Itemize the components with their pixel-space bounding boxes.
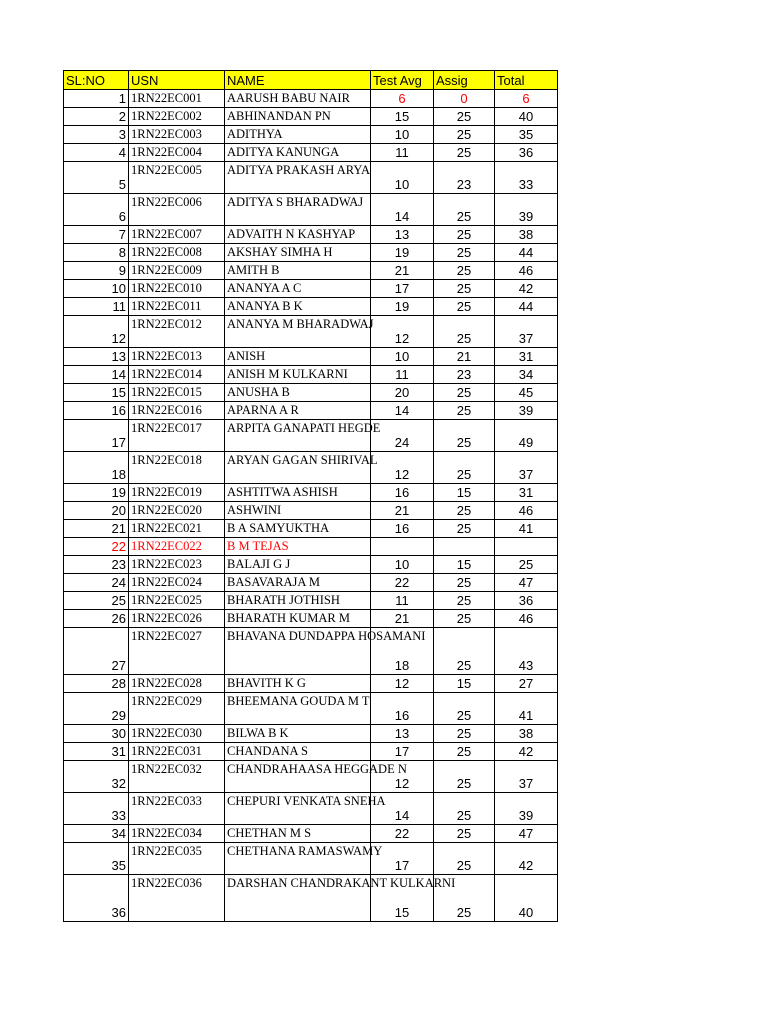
cell-usn[interactable]: 1RN22EC030 — [129, 725, 225, 743]
cell-slno[interactable]: 35 — [64, 843, 129, 875]
table-row — [64, 538, 558, 556]
cell-name[interactable]: ARPITA GANAPATI HEGDE — [225, 420, 371, 452]
table-row — [64, 484, 558, 502]
cell-name[interactable]: ANISH — [225, 348, 371, 366]
cell-assig[interactable]: 25 — [434, 280, 495, 298]
cell-usn[interactable]: 1RN22EC034 — [129, 825, 225, 843]
cell-test-avg[interactable]: 13 — [371, 226, 434, 244]
cell-total[interactable]: 38 — [495, 226, 558, 244]
cell-test-avg[interactable]: 22 — [371, 825, 434, 843]
cell-test-avg[interactable]: 21 — [371, 610, 434, 628]
cell-slno[interactable]: 30 — [64, 725, 129, 743]
cell-slno[interactable]: 4 — [64, 144, 129, 162]
cell-name[interactable]: ADITHYA — [225, 126, 371, 144]
cell-total[interactable]: 42 — [495, 280, 558, 298]
table-row — [64, 348, 558, 366]
cell-assig[interactable]: 25 — [434, 226, 495, 244]
cell-usn[interactable]: 1RN22EC011 — [129, 298, 225, 316]
cell-name[interactable]: BHARATH JOTHISH — [225, 592, 371, 610]
cell-name[interactable]: ABHINANDAN PN — [225, 108, 371, 126]
cell-test-avg[interactable] — [371, 538, 434, 556]
cell-total[interactable]: 27 — [495, 675, 558, 693]
cell-total[interactable]: 6 — [495, 90, 558, 108]
cell-name[interactable]: BHAVITH K G — [225, 675, 371, 693]
cell-slno[interactable]: 31 — [64, 743, 129, 761]
table-row — [64, 675, 558, 693]
cell-slno[interactable]: 9 — [64, 262, 129, 280]
cell-slno[interactable]: 23 — [64, 556, 129, 574]
cell-slno[interactable]: 22 — [64, 538, 129, 556]
cell-assig[interactable]: 15 — [434, 484, 495, 502]
cell-usn[interactable]: 1RN22EC018 — [129, 452, 225, 484]
cell-test-avg[interactable]: 10 — [371, 556, 434, 574]
cell-name[interactable]: AMITH B — [225, 262, 371, 280]
cell-test-avg[interactable]: 17 — [371, 280, 434, 298]
cell-slno[interactable]: 7 — [64, 226, 129, 244]
cell-total[interactable]: 49 — [495, 420, 558, 452]
cell-total[interactable]: 46 — [495, 502, 558, 520]
cell-test-avg[interactable]: 10 — [371, 126, 434, 144]
cell-total[interactable]: 42 — [495, 743, 558, 761]
cell-usn[interactable]: 1RN22EC028 — [129, 675, 225, 693]
table-row — [64, 628, 558, 675]
table-row — [64, 592, 558, 610]
cell-name[interactable]: BHARATH KUMAR M — [225, 610, 371, 628]
cell-slno[interactable]: 24 — [64, 574, 129, 592]
cell-total[interactable]: 31 — [495, 484, 558, 502]
cell-name[interactable]: ADVAITH N KASHYAP — [225, 226, 371, 244]
cell-total[interactable]: 34 — [495, 366, 558, 384]
cell-name[interactable]: AKSHAY SIMHA H — [225, 244, 371, 262]
table-row — [64, 280, 558, 298]
cell-slno[interactable]: 8 — [64, 244, 129, 262]
cell-test-avg[interactable]: 10 — [371, 348, 434, 366]
cell-assig[interactable]: 25 — [434, 452, 495, 484]
cell-test-avg[interactable]: 12 — [371, 452, 434, 484]
cell-assig[interactable]: 25 — [434, 316, 495, 348]
header-row — [64, 71, 558, 90]
header-total[interactable]: Total — [495, 71, 558, 90]
cell-slno[interactable]: 13 — [64, 348, 129, 366]
cell-total[interactable]: 40 — [495, 875, 558, 922]
table-row — [64, 610, 558, 628]
table-row — [64, 226, 558, 244]
cell-total[interactable]: 33 — [495, 162, 558, 194]
cell-test-avg[interactable]: 16 — [371, 484, 434, 502]
cell-slno[interactable]: 36 — [64, 875, 129, 922]
cell-assig[interactable]: 25 — [434, 574, 495, 592]
cell-test-avg[interactable]: 12 — [371, 316, 434, 348]
cell-usn[interactable]: 1RN22EC026 — [129, 610, 225, 628]
cell-name[interactable]: ANANYA B K — [225, 298, 371, 316]
table-row — [64, 843, 558, 875]
cell-slno[interactable]: 19 — [64, 484, 129, 502]
cell-test-avg[interactable]: 14 — [371, 194, 434, 226]
header-slno[interactable]: SL:NO — [64, 71, 129, 90]
cell-test-avg[interactable]: 6 — [371, 90, 434, 108]
cell-name[interactable]: CHETHANA RAMASWAMY — [225, 843, 371, 875]
cell-name[interactable]: BASAVARAJA M — [225, 574, 371, 592]
table-row — [64, 262, 558, 280]
cell-test-avg[interactable]: 13 — [371, 725, 434, 743]
cell-name[interactable]: CHEPURI VENKATA SNEHA — [225, 793, 371, 825]
cell-assig[interactable]: 25 — [434, 693, 495, 725]
cell-name[interactable]: ASHWINI — [225, 502, 371, 520]
cell-test-avg[interactable]: 11 — [371, 592, 434, 610]
table-header — [64, 71, 558, 90]
cell-test-avg[interactable]: 22 — [371, 574, 434, 592]
cell-slno[interactable]: 16 — [64, 402, 129, 420]
cell-test-avg[interactable]: 10 — [371, 162, 434, 194]
cell-usn[interactable]: 1RN22EC008 — [129, 244, 225, 262]
cell-assig[interactable]: 23 — [434, 162, 495, 194]
table-row — [64, 144, 558, 162]
cell-total[interactable]: 41 — [495, 520, 558, 538]
cell-assig[interactable]: 25 — [434, 520, 495, 538]
cell-name[interactable]: ANANYA A C — [225, 280, 371, 298]
cell-slno[interactable]: 15 — [64, 384, 129, 402]
header-test-avg[interactable]: Test Avg — [371, 71, 434, 90]
cell-assig[interactable]: 15 — [434, 675, 495, 693]
cell-slno[interactable]: 6 — [64, 194, 129, 226]
cell-usn[interactable]: 1RN22EC005 — [129, 162, 225, 194]
cell-assig[interactable]: 25 — [434, 825, 495, 843]
cell-test-avg[interactable]: 14 — [371, 793, 434, 825]
cell-usn[interactable]: 1RN22EC015 — [129, 384, 225, 402]
cell-usn[interactable]: 1RN22EC024 — [129, 574, 225, 592]
table-row — [64, 366, 558, 384]
cell-slno[interactable]: 10 — [64, 280, 129, 298]
cell-slno[interactable]: 26 — [64, 610, 129, 628]
cell-assig[interactable]: 25 — [434, 244, 495, 262]
cell-total[interactable]: 36 — [495, 144, 558, 162]
cell-slno[interactable]: 33 — [64, 793, 129, 825]
cell-name[interactable]: B M TEJAS — [225, 538, 371, 556]
cell-usn[interactable]: 1RN22EC029 — [129, 693, 225, 725]
cell-name[interactable]: B A SAMYUKTHA — [225, 520, 371, 538]
cell-test-avg[interactable]: 20 — [371, 384, 434, 402]
table-row — [64, 90, 558, 108]
table-row — [64, 725, 558, 743]
cell-test-avg[interactable]: 11 — [371, 144, 434, 162]
cell-name[interactable]: ARYAN GAGAN SHIRIVAL — [225, 452, 371, 484]
cell-assig[interactable]: 25 — [434, 610, 495, 628]
cell-name[interactable]: CHANDRAHAASA HEGGADE N — [225, 761, 371, 793]
cell-usn[interactable]: 1RN22EC019 — [129, 484, 225, 502]
marks-table — [63, 70, 558, 922]
header-usn[interactable]: USN — [129, 71, 225, 90]
cell-assig[interactable]: 25 — [434, 298, 495, 316]
cell-total[interactable]: 37 — [495, 452, 558, 484]
cell-assig[interactable]: 25 — [434, 725, 495, 743]
cell-usn[interactable]: 1RN22EC033 — [129, 793, 225, 825]
cell-name[interactable]: ADITYA KANUNGA — [225, 144, 371, 162]
cell-test-avg[interactable]: 19 — [371, 298, 434, 316]
cell-slno[interactable]: 20 — [64, 502, 129, 520]
cell-assig[interactable]: 21 — [434, 348, 495, 366]
cell-assig[interactable]: 25 — [434, 793, 495, 825]
table-row — [64, 108, 558, 126]
cell-slno[interactable]: 17 — [64, 420, 129, 452]
cell-assig[interactable]: 25 — [434, 875, 495, 922]
table-row — [64, 693, 558, 725]
cell-total[interactable]: 39 — [495, 194, 558, 226]
cell-slno[interactable]: 29 — [64, 693, 129, 725]
table-row — [64, 761, 558, 793]
cell-slno[interactable]: 34 — [64, 825, 129, 843]
cell-slno[interactable]: 28 — [64, 675, 129, 693]
cell-usn[interactable]: 1RN22EC017 — [129, 420, 225, 452]
table-row — [64, 875, 558, 922]
cell-total[interactable]: 46 — [495, 610, 558, 628]
cell-test-avg[interactable]: 18 — [371, 628, 434, 675]
cell-total[interactable]: 47 — [495, 574, 558, 592]
table-row — [64, 502, 558, 520]
table-row — [64, 162, 558, 194]
cell-usn[interactable]: 1RN22EC012 — [129, 316, 225, 348]
cell-usn[interactable]: 1RN22EC016 — [129, 402, 225, 420]
cell-name[interactable]: APARNA A R — [225, 402, 371, 420]
cell-usn[interactable]: 1RN22EC025 — [129, 592, 225, 610]
table-row — [64, 298, 558, 316]
cell-slno[interactable]: 3 — [64, 126, 129, 144]
cell-name[interactable]: ADITYA S BHARADWAJ — [225, 194, 371, 226]
cell-slno[interactable]: 12 — [64, 316, 129, 348]
cell-test-avg[interactable]: 15 — [371, 108, 434, 126]
cell-usn[interactable]: 1RN22EC023 — [129, 556, 225, 574]
cell-name[interactable]: BILWA B K — [225, 725, 371, 743]
cell-test-avg[interactable]: 16 — [371, 520, 434, 538]
cell-usn[interactable]: 1RN22EC021 — [129, 520, 225, 538]
cell-name[interactable]: CHANDANA S — [225, 743, 371, 761]
cell-test-avg[interactable]: 17 — [371, 843, 434, 875]
cell-total[interactable]: 47 — [495, 825, 558, 843]
cell-test-avg[interactable]: 17 — [371, 743, 434, 761]
cell-total[interactable]: 31 — [495, 348, 558, 366]
cell-test-avg[interactable]: 16 — [371, 693, 434, 725]
table-row — [64, 743, 558, 761]
cell-assig[interactable]: 23 — [434, 366, 495, 384]
cell-test-avg[interactable]: 21 — [371, 262, 434, 280]
cell-total[interactable]: 46 — [495, 262, 558, 280]
cell-name[interactable]: AARUSH BABU NAIR — [225, 90, 371, 108]
cell-test-avg[interactable]: 14 — [371, 402, 434, 420]
cell-total[interactable] — [495, 538, 558, 556]
cell-usn[interactable]: 1RN22EC027 — [129, 628, 225, 675]
cell-total[interactable]: 38 — [495, 725, 558, 743]
header-assig[interactable]: Assig — [434, 71, 495, 90]
cell-assig[interactable]: 25 — [434, 628, 495, 675]
cell-assig[interactable]: 25 — [434, 108, 495, 126]
cell-assig[interactable]: 25 — [434, 843, 495, 875]
cell-usn[interactable]: 1RN22EC010 — [129, 280, 225, 298]
table-row — [64, 825, 558, 843]
cell-test-avg[interactable]: 15 — [371, 875, 434, 922]
cell-name[interactable]: ANISH M KULKARNI — [225, 366, 371, 384]
cell-slno[interactable]: 27 — [64, 628, 129, 675]
cell-test-avg[interactable]: 12 — [371, 761, 434, 793]
cell-total[interactable]: 43 — [495, 628, 558, 675]
table-row — [64, 452, 558, 484]
table-row — [64, 520, 558, 538]
cell-assig[interactable]: 0 — [434, 90, 495, 108]
cell-assig[interactable]: 25 — [434, 761, 495, 793]
cell-test-avg[interactable]: 21 — [371, 502, 434, 520]
cell-name[interactable]: CHETHAN M S — [225, 825, 371, 843]
cell-total[interactable]: 44 — [495, 244, 558, 262]
cell-slno[interactable]: 25 — [64, 592, 129, 610]
cell-total[interactable]: 36 — [495, 592, 558, 610]
cell-slno[interactable]: 1 — [64, 90, 129, 108]
cell-usn[interactable]: 1RN22EC020 — [129, 502, 225, 520]
cell-total[interactable]: 35 — [495, 126, 558, 144]
cell-assig[interactable]: 25 — [434, 384, 495, 402]
cell-usn[interactable]: 1RN22EC032 — [129, 761, 225, 793]
cell-assig[interactable]: 25 — [434, 144, 495, 162]
cell-usn[interactable]: 1RN22EC001 — [129, 90, 225, 108]
cell-name[interactable]: DARSHAN CHANDRAKANT KULKARNI — [225, 875, 371, 922]
cell-test-avg[interactable]: 12 — [371, 675, 434, 693]
table-row — [64, 384, 558, 402]
cell-usn[interactable]: 1RN22EC004 — [129, 144, 225, 162]
cell-name[interactable]: ANUSHA B — [225, 384, 371, 402]
cell-usn[interactable]: 1RN22EC022 — [129, 538, 225, 556]
cell-slno[interactable]: 5 — [64, 162, 129, 194]
cell-assig[interactable]: 25 — [434, 402, 495, 420]
cell-usn[interactable]: 1RN22EC036 — [129, 875, 225, 922]
cell-test-avg[interactable]: 19 — [371, 244, 434, 262]
cell-usn[interactable]: 1RN22EC009 — [129, 262, 225, 280]
cell-name[interactable]: ANANYA M BHARADWAJ — [225, 316, 371, 348]
cell-total[interactable]: 41 — [495, 693, 558, 725]
cell-slno[interactable]: 18 — [64, 452, 129, 484]
table-row — [64, 402, 558, 420]
cell-name[interactable]: BALAJI G J — [225, 556, 371, 574]
table-row — [64, 126, 558, 144]
cell-total[interactable]: 42 — [495, 843, 558, 875]
cell-assig[interactable] — [434, 538, 495, 556]
cell-usn[interactable]: 1RN22EC006 — [129, 194, 225, 226]
cell-assig[interactable]: 25 — [434, 194, 495, 226]
cell-assig[interactable]: 25 — [434, 262, 495, 280]
table-row — [64, 793, 558, 825]
cell-usn[interactable]: 1RN22EC003 — [129, 126, 225, 144]
cell-slno[interactable]: 21 — [64, 520, 129, 538]
cell-name[interactable]: ASHTITWA ASHISH — [225, 484, 371, 502]
cell-slno[interactable]: 2 — [64, 108, 129, 126]
cell-total[interactable]: 25 — [495, 556, 558, 574]
cell-usn[interactable]: 1RN22EC035 — [129, 843, 225, 875]
table-row — [64, 244, 558, 262]
cell-name[interactable]: BHAVANA DUNDAPPA HOSAMANI — [225, 628, 371, 675]
cell-total[interactable]: 39 — [495, 402, 558, 420]
cell-slno[interactable]: 11 — [64, 298, 129, 316]
cell-usn[interactable]: 1RN22EC031 — [129, 743, 225, 761]
cell-assig[interactable]: 25 — [434, 126, 495, 144]
cell-total[interactable]: 44 — [495, 298, 558, 316]
cell-test-avg[interactable]: 24 — [371, 420, 434, 452]
cell-total[interactable]: 37 — [495, 316, 558, 348]
table-row — [64, 556, 558, 574]
table-row — [64, 316, 558, 348]
cell-assig[interactable]: 25 — [434, 743, 495, 761]
cell-total[interactable]: 37 — [495, 761, 558, 793]
cell-name[interactable]: BHEEMANA GOUDA M T — [225, 693, 371, 725]
table-row — [64, 194, 558, 226]
cell-usn[interactable]: 1RN22EC013 — [129, 348, 225, 366]
cell-usn[interactable]: 1RN22EC014 — [129, 366, 225, 384]
table-body — [64, 90, 558, 922]
cell-usn[interactable]: 1RN22EC007 — [129, 226, 225, 244]
cell-total[interactable]: 40 — [495, 108, 558, 126]
header-name[interactable]: NAME — [225, 71, 371, 90]
table-row — [64, 574, 558, 592]
table-row — [64, 420, 558, 452]
cell-assig[interactable]: 25 — [434, 420, 495, 452]
cell-usn[interactable]: 1RN22EC002 — [129, 108, 225, 126]
cell-assig[interactable]: 15 — [434, 556, 495, 574]
cell-test-avg[interactable]: 11 — [371, 366, 434, 384]
cell-slno[interactable]: 32 — [64, 761, 129, 793]
cell-slno[interactable]: 14 — [64, 366, 129, 384]
cell-assig[interactable]: 25 — [434, 502, 495, 520]
cell-total[interactable]: 39 — [495, 793, 558, 825]
cell-total[interactable]: 45 — [495, 384, 558, 402]
cell-assig[interactable]: 25 — [434, 592, 495, 610]
cell-name[interactable]: ADITYA PRAKASH ARYA — [225, 162, 371, 194]
